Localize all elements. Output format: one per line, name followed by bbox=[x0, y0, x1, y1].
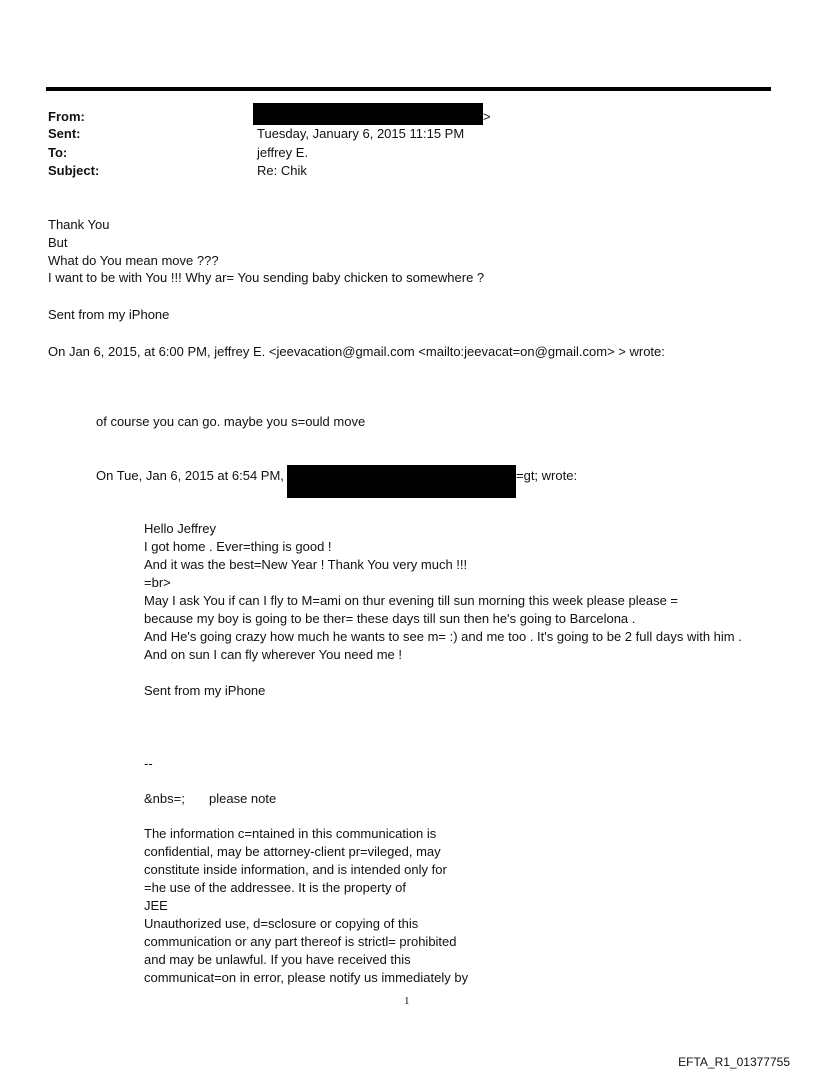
reply-line: But bbox=[48, 235, 68, 250]
quoted-line: =br> bbox=[144, 575, 171, 590]
reply-line: What do You mean move ??? bbox=[48, 253, 219, 268]
reply-line: Thank You bbox=[48, 217, 110, 232]
disclaimer-line: =he use of the addressee. It is the property of bbox=[144, 880, 406, 895]
page-number: 1 bbox=[404, 995, 410, 1007]
quoted-line: And on sun I can fly wherever You need me ! bbox=[144, 647, 403, 662]
redacted-sender bbox=[253, 103, 483, 125]
disclaimer-line: confidential, may be attorney-client pr=vileged, may bbox=[144, 844, 441, 859]
subject-label: Subject: bbox=[48, 163, 100, 178]
quoted-line: I got home . Ever=thing is good ! bbox=[144, 539, 332, 554]
to-label: To: bbox=[48, 145, 68, 160]
quote-intro-2-suffix: =gt; wrote: bbox=[516, 468, 578, 483]
from-suffix: > bbox=[483, 109, 491, 124]
disclaimer-line: communication or any part thereof is strictl= prohibited bbox=[144, 934, 457, 949]
header-rule bbox=[46, 87, 771, 91]
quoted-line: Hello Jeffrey bbox=[144, 521, 217, 536]
sent-label: Sent: bbox=[48, 126, 81, 141]
sent-from-iphone: Sent from my iPhone bbox=[48, 307, 170, 322]
sent-value: Tuesday, January 6, 2015 11:15 PM bbox=[257, 126, 465, 141]
disclaimer-line: constitute inside information, and is intended only for bbox=[144, 862, 447, 877]
quote-intro: On Jan 6, 2015, at 6:00 PM, jeffrey E. <jeevacation@gmail.com <mailto:jeevacat=on@gmail.com> > wrote: bbox=[48, 344, 665, 359]
quoted-message: of course you can go. maybe you s=ould move bbox=[96, 414, 366, 429]
quoted-line: because my boy is going to be ther= these days till sun then he's going to Barcelona . bbox=[144, 611, 636, 626]
disclaimer-line: JEE bbox=[144, 898, 168, 913]
document-id: EFTA_R1_01377755 bbox=[678, 1055, 790, 1069]
subject-value: Re: Chik bbox=[257, 163, 307, 178]
disclaimer-line: and may be unlawful. If you have received this bbox=[144, 952, 411, 967]
quoted-line: And it was the best=New Year ! Thank You very much !!! bbox=[144, 557, 468, 572]
please-note: please note bbox=[209, 791, 277, 806]
nbsp-text: &nbs=; bbox=[144, 791, 185, 806]
disclaimer-line: Unauthorized use, d=sclosure or copying of this bbox=[144, 916, 419, 931]
quote-intro-2: On Tue, Jan 6, 2015 at 6:54 PM, bbox=[96, 468, 284, 483]
signature-dash: -- bbox=[144, 756, 153, 771]
reply-line: I want to be with You !!! Why ar= You sending baby chicken to somewhere ? bbox=[48, 270, 485, 285]
quoted-line: May I ask You if can I fly to M=ami on thur evening till sun morning this week please please = bbox=[144, 593, 679, 608]
redacted-sender-2 bbox=[287, 465, 516, 498]
sent-from-iphone-2: Sent from my iPhone bbox=[144, 683, 266, 698]
disclaimer-line: The information c=ntained in this communication is bbox=[144, 826, 437, 841]
from-label: From: bbox=[48, 109, 85, 124]
to-value: jeffrey E. bbox=[257, 145, 309, 160]
quoted-line: And He's going crazy how much he wants to see m= :) and me too . It's going to be 2 full days with him . bbox=[144, 629, 742, 644]
disclaimer-line: communicat=on in error, please notify us immediately by bbox=[144, 970, 469, 985]
